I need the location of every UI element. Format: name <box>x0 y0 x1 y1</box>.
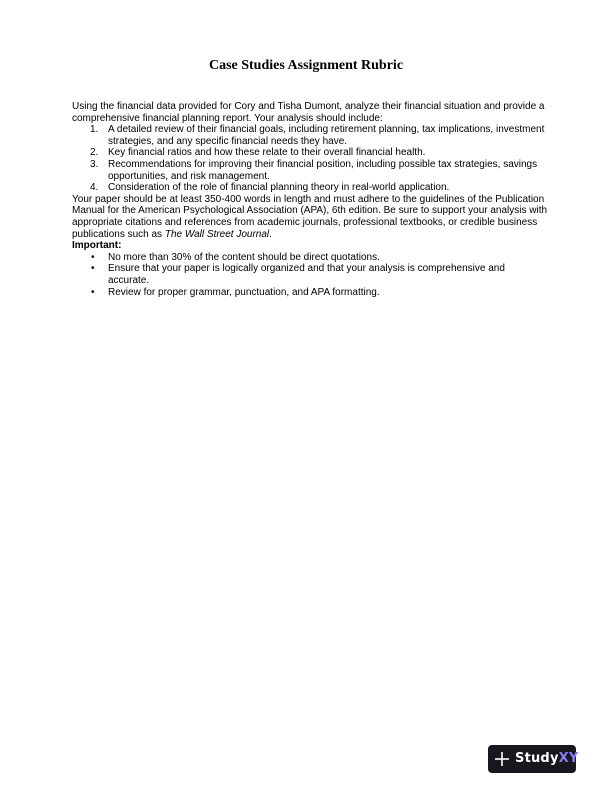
requirements-list <box>72 124 548 194</box>
list-item <box>72 287 548 299</box>
list-item <box>72 252 548 264</box>
intro-paragraph: Using the financial data provided for Cory and Tisha Dumont, analyze their financial situation and provide a comprehensive financial planning report. Your analysis should include: <box>72 101 545 124</box>
guidelines-text: Your paper should be at least 350-400 words in length and must adhere to the guidelines of the Publication Manual for the American Psychological Association (APA), 6th edition. Be sure to support your analysis with appropriate citations and references from academic journals, professional textbooks, or credible business publications such as <box>72 193 548 240</box>
guidelines-paragraph <box>72 194 548 240</box>
brand-main: Study <box>515 751 559 766</box>
list-item-text: Review for proper grammar, punctuation, and APA formatting. <box>108 286 380 298</box>
list-number: 2. <box>90 147 99 159</box>
bullet-icon: • <box>91 263 95 275</box>
document-body <box>72 101 548 298</box>
journal-name: The Wall Street Journal <box>164 228 270 240</box>
bullet-icon: • <box>91 251 95 263</box>
page-title: Case Studies Assignment Rubric <box>208 58 404 73</box>
list-number: 3. <box>90 158 99 170</box>
badge-brand <box>515 751 578 766</box>
list-item <box>72 263 548 286</box>
list-item <box>72 159 548 182</box>
list-item <box>72 182 548 194</box>
list-item-text: Recommendations for improving their financial position, including possible tax strategies, savings opportunities, and risk management. <box>108 158 538 182</box>
list-item-text: Key financial ratios and how these relate to their overall financial health. <box>108 147 426 159</box>
list-item-text: A detailed review of their financial goals, including retirement planning, tax implications, investment strategies, and any specific financial needs they have. <box>108 124 545 147</box>
guidelines-end: . <box>269 228 272 240</box>
list-item-text: Ensure that your paper is logically organized and that your analysis is comprehensive and accurate. <box>108 263 505 286</box>
list-number: 1. <box>90 124 99 136</box>
list-item-text: No more than 30% of the content should be direct quotations. <box>108 251 380 263</box>
brand-accent: XY <box>558 751 579 766</box>
studyxy-badge[interactable] <box>488 745 579 773</box>
important-list <box>72 252 548 298</box>
bullet-icon: • <box>91 286 95 298</box>
plus-sparkle-icon <box>494 751 510 767</box>
list-number: 4. <box>90 182 99 194</box>
list-item <box>72 147 548 159</box>
list-item-text: Consideration of the role of financial planning theory in real-world application. <box>108 182 450 194</box>
list-item <box>72 124 548 147</box>
important-heading: Important: <box>72 240 122 252</box>
